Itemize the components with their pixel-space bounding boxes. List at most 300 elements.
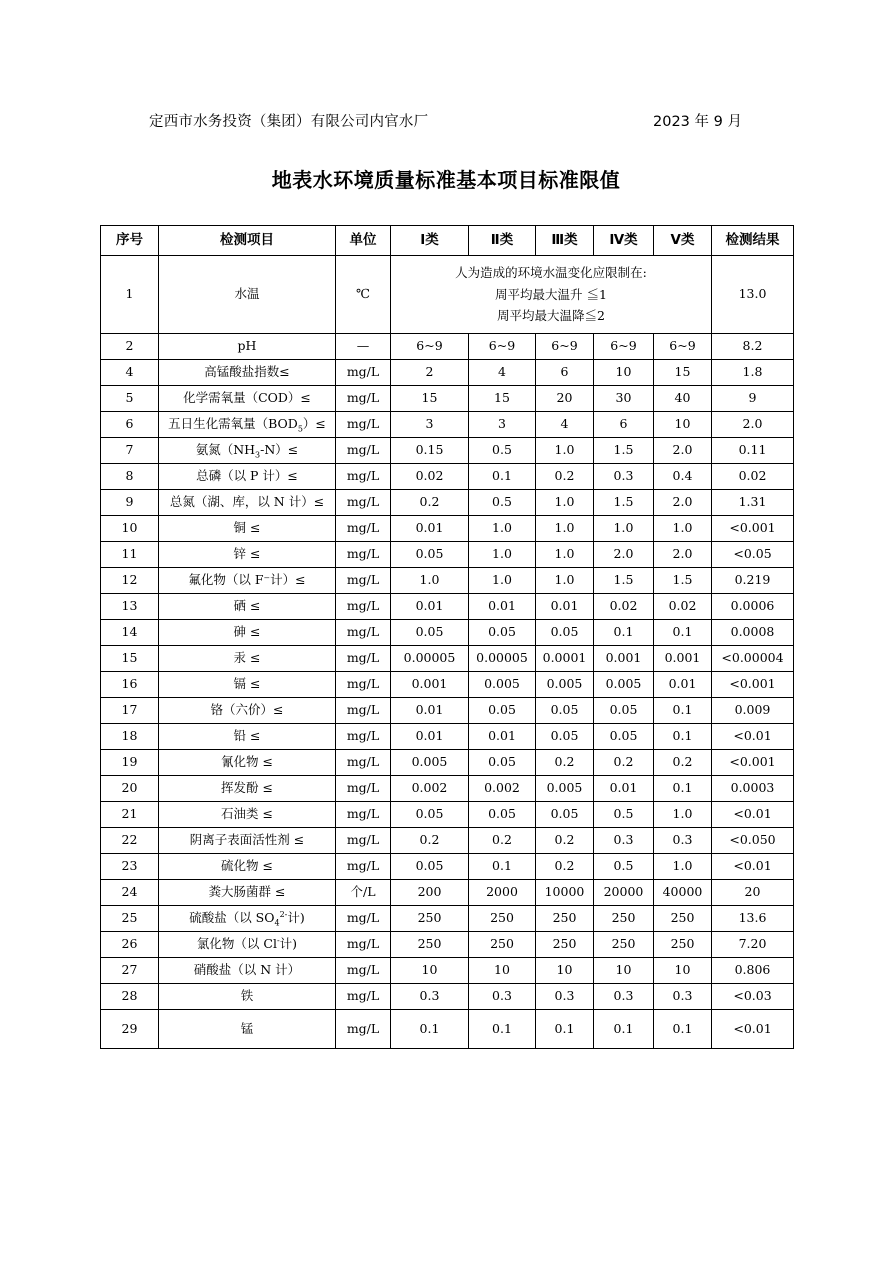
cell-class-1: 0.01 bbox=[391, 698, 469, 724]
cell-item bbox=[159, 932, 336, 958]
cell-class-5: 2.0 bbox=[654, 542, 712, 568]
cell-item: 阴离子表面活性剂 ≤ bbox=[159, 828, 336, 854]
cell-no: 17 bbox=[101, 698, 159, 724]
cell-result: <0.00004 bbox=[712, 646, 794, 672]
cell-class-5: 0.1 bbox=[654, 1010, 712, 1049]
cell-class-5: 0.01 bbox=[654, 672, 712, 698]
cell-item: 水温 bbox=[159, 256, 336, 334]
table-row bbox=[101, 880, 794, 906]
cell-item: 锰 bbox=[159, 1010, 336, 1049]
cell-class-3: 1.0 bbox=[536, 516, 594, 542]
cell-class-4: 0.1 bbox=[594, 1010, 654, 1049]
cell-item bbox=[159, 412, 336, 438]
cell-unit: mg/L bbox=[336, 464, 391, 490]
note-line: 周平均最大温升 ≦1 bbox=[495, 286, 607, 302]
table-row bbox=[101, 490, 794, 516]
cell-class-4: 1.0 bbox=[594, 516, 654, 542]
cell-class-2: 2000 bbox=[469, 880, 536, 906]
header-no: 序号 bbox=[101, 226, 159, 256]
cell-no: 22 bbox=[101, 828, 159, 854]
cell-class-3: 0.05 bbox=[536, 724, 594, 750]
cell-unit: mg/L bbox=[336, 594, 391, 620]
cell-unit: mg/L bbox=[336, 490, 391, 516]
cell-result: 1.8 bbox=[712, 360, 794, 386]
cell-class-2: 0.002 bbox=[469, 776, 536, 802]
cell-item: 粪大肠菌群 ≤ bbox=[159, 880, 336, 906]
cell-result: <0.01 bbox=[712, 854, 794, 880]
header-class-3: Ⅲ类 bbox=[536, 226, 594, 256]
cell-result: <0.001 bbox=[712, 672, 794, 698]
cell-class-5: 6~9 bbox=[654, 334, 712, 360]
cell-no: 15 bbox=[101, 646, 159, 672]
cell-class-5: 250 bbox=[654, 906, 712, 932]
cell-class-4: 30 bbox=[594, 386, 654, 412]
cell-class-1: 0.01 bbox=[391, 724, 469, 750]
cell-item: 铬（六价）≤ bbox=[159, 698, 336, 724]
cell-no: 10 bbox=[101, 516, 159, 542]
note-line: 周平均最大温降≦2 bbox=[497, 308, 605, 324]
table-row bbox=[101, 672, 794, 698]
cell-no: 24 bbox=[101, 880, 159, 906]
cell-class-3: 0.1 bbox=[536, 1010, 594, 1049]
cell-class-2: 0.005 bbox=[469, 672, 536, 698]
cell-result: <0.01 bbox=[712, 724, 794, 750]
cell-class-2: 0.1 bbox=[469, 854, 536, 880]
cell-no: 26 bbox=[101, 932, 159, 958]
cell-class-1: 0.005 bbox=[391, 750, 469, 776]
cell-unit: mg/L bbox=[336, 646, 391, 672]
cell-class-2: 0.5 bbox=[469, 438, 536, 464]
cell-class-2: 4 bbox=[469, 360, 536, 386]
cell-no: 27 bbox=[101, 958, 159, 984]
cell-class-5: 0.3 bbox=[654, 984, 712, 1010]
table-row bbox=[101, 412, 794, 438]
cell-class-1: 2 bbox=[391, 360, 469, 386]
cell-result: 2.0 bbox=[712, 412, 794, 438]
cell-no: 2 bbox=[101, 334, 159, 360]
cell-result: 13.0 bbox=[712, 256, 794, 334]
cell-item: 石油类 ≤ bbox=[159, 802, 336, 828]
cell-class-4: 0.01 bbox=[594, 776, 654, 802]
cell-class-2: 0.05 bbox=[469, 802, 536, 828]
cell-class-5: 10 bbox=[654, 412, 712, 438]
table-row bbox=[101, 958, 794, 984]
page-title: 地表水环境质量标准基本项目标准限值 bbox=[271, 168, 621, 192]
item-text: -N）≤ bbox=[260, 442, 299, 458]
cell-class-2: 0.05 bbox=[469, 620, 536, 646]
cell-class-1: 0.002 bbox=[391, 776, 469, 802]
cell-class-3: 0.2 bbox=[536, 828, 594, 854]
cell-result: 0.0006 bbox=[712, 594, 794, 620]
cell-class-4: 10 bbox=[594, 958, 654, 984]
header-result: 检测结果 bbox=[712, 226, 794, 256]
cell-class-4: 0.5 bbox=[594, 802, 654, 828]
cell-class-5: 10 bbox=[654, 958, 712, 984]
cell-class-1: 0.2 bbox=[391, 828, 469, 854]
cell-unit: mg/L bbox=[336, 672, 391, 698]
cell-class-1: 0.001 bbox=[391, 672, 469, 698]
cell-class-1: 0.2 bbox=[391, 490, 469, 516]
cell-result: 1.31 bbox=[712, 490, 794, 516]
cell-class-4: 0.3 bbox=[594, 984, 654, 1010]
cell-class-2: 1.0 bbox=[469, 542, 536, 568]
cell-class-5: 0.2 bbox=[654, 750, 712, 776]
cell-class-2: 1.0 bbox=[469, 568, 536, 594]
report-date: 2023 年 9 月 bbox=[653, 114, 742, 130]
cell-no: 29 bbox=[101, 1010, 159, 1049]
cell-class-2: 15 bbox=[469, 386, 536, 412]
item-text: 氯化物（以 Cl bbox=[196, 936, 277, 952]
organization-name: 定西市水务投资（集团）有限公司内官水厂 bbox=[149, 114, 429, 130]
cell-class-3: 1.0 bbox=[536, 542, 594, 568]
cell-no: 7 bbox=[101, 438, 159, 464]
cell-no: 19 bbox=[101, 750, 159, 776]
cell-result: <0.05 bbox=[712, 542, 794, 568]
cell-item: 总氮（湖、库，以 N 计）≤ bbox=[159, 490, 336, 516]
cell-class-1: 3 bbox=[391, 412, 469, 438]
cell-class-4: 0.1 bbox=[594, 620, 654, 646]
cell-class-2: 250 bbox=[469, 906, 536, 932]
cell-result: 0.11 bbox=[712, 438, 794, 464]
cell-class-5: 1.0 bbox=[654, 516, 712, 542]
cell-class-5: 0.4 bbox=[654, 464, 712, 490]
cell-class-2: 3 bbox=[469, 412, 536, 438]
cell-no: 6 bbox=[101, 412, 159, 438]
cell-class-5: 2.0 bbox=[654, 490, 712, 516]
table-row bbox=[101, 386, 794, 412]
cell-no: 11 bbox=[101, 542, 159, 568]
cell-item: 总磷（以 P 计）≤ bbox=[159, 464, 336, 490]
table-row bbox=[101, 854, 794, 880]
cell-class-3: 10000 bbox=[536, 880, 594, 906]
cell-class-3: 20 bbox=[536, 386, 594, 412]
cell-unit: ℃ bbox=[336, 256, 391, 334]
cell-class-4: 6~9 bbox=[594, 334, 654, 360]
cell-class-5: 0.1 bbox=[654, 724, 712, 750]
cell-class-4: 1.5 bbox=[594, 490, 654, 516]
cell-result: 0.0008 bbox=[712, 620, 794, 646]
cell-class-2: 0.01 bbox=[469, 594, 536, 620]
superscript: 2- bbox=[279, 909, 288, 919]
cell-class-1: 0.00005 bbox=[391, 646, 469, 672]
subscript: 3 bbox=[255, 450, 261, 460]
table-row bbox=[101, 1010, 794, 1049]
cell-class-3: 0.2 bbox=[536, 854, 594, 880]
header-class-5: Ⅴ类 bbox=[654, 226, 712, 256]
cell-no: 25 bbox=[101, 906, 159, 932]
cell-class-1: 1.0 bbox=[391, 568, 469, 594]
cell-no: 9 bbox=[101, 490, 159, 516]
cell-class-4: 0.2 bbox=[594, 750, 654, 776]
cell-class-5: 40000 bbox=[654, 880, 712, 906]
cell-class-2: 0.00005 bbox=[469, 646, 536, 672]
cell-class-5: 40 bbox=[654, 386, 712, 412]
cell-class-3: 0.05 bbox=[536, 620, 594, 646]
cell-class-2: 0.3 bbox=[469, 984, 536, 1010]
cell-class-2: 0.05 bbox=[469, 698, 536, 724]
cell-result: 0.0003 bbox=[712, 776, 794, 802]
cell-item: 硫化物 ≤ bbox=[159, 854, 336, 880]
cell-class-3: 1.0 bbox=[536, 438, 594, 464]
cell-class-2: 0.2 bbox=[469, 828, 536, 854]
cell-class-4: 0.5 bbox=[594, 854, 654, 880]
standard-limits-table bbox=[100, 225, 794, 1049]
superscript: - bbox=[276, 935, 280, 945]
item-text: 计) bbox=[279, 936, 298, 952]
cell-class-2: 0.05 bbox=[469, 750, 536, 776]
cell-class-5: 0.3 bbox=[654, 828, 712, 854]
cell-result: <0.001 bbox=[712, 750, 794, 776]
cell-unit: mg/L bbox=[336, 516, 391, 542]
cell-result: 0.219 bbox=[712, 568, 794, 594]
header-class-1: Ⅰ类 bbox=[391, 226, 469, 256]
cell-unit: mg/L bbox=[336, 828, 391, 854]
subscript: 4 bbox=[274, 918, 280, 928]
cell-result: 0.806 bbox=[712, 958, 794, 984]
cell-unit: mg/L bbox=[336, 1010, 391, 1049]
cell-class-3: 250 bbox=[536, 906, 594, 932]
cell-no: 28 bbox=[101, 984, 159, 1010]
cell-unit: mg/L bbox=[336, 568, 391, 594]
cell-unit: mg/L bbox=[336, 958, 391, 984]
table-row bbox=[101, 594, 794, 620]
item-text: 五日生化需氧量（BOD bbox=[168, 416, 298, 432]
cell-no: 4 bbox=[101, 360, 159, 386]
cell-class-3: 6 bbox=[536, 360, 594, 386]
item-text: 硫酸盐（以 SO bbox=[189, 910, 275, 926]
table-row bbox=[101, 620, 794, 646]
cell-no: 13 bbox=[101, 594, 159, 620]
cell-class-4: 2.0 bbox=[594, 542, 654, 568]
item-text: 氨氮（NH bbox=[195, 442, 256, 458]
cell-no: 18 bbox=[101, 724, 159, 750]
cell-item bbox=[159, 438, 336, 464]
cell-no: 16 bbox=[101, 672, 159, 698]
table-row bbox=[101, 984, 794, 1010]
cell-class-4: 0.3 bbox=[594, 464, 654, 490]
cell-unit: mg/L bbox=[336, 776, 391, 802]
cell-class-3: 1.0 bbox=[536, 490, 594, 516]
cell-class-4: 10 bbox=[594, 360, 654, 386]
cell-unit: mg/L bbox=[336, 620, 391, 646]
cell-class-4: 1.5 bbox=[594, 568, 654, 594]
table-row bbox=[101, 334, 794, 360]
table-row bbox=[101, 438, 794, 464]
cell-unit: mg/L bbox=[336, 542, 391, 568]
cell-class-4: 0.001 bbox=[594, 646, 654, 672]
cell-class-2: 6~9 bbox=[469, 334, 536, 360]
cell-unit: mg/L bbox=[336, 750, 391, 776]
cell-item: 氟化物（以 F⁻计）≤ bbox=[159, 568, 336, 594]
cell-unit: — bbox=[336, 334, 391, 360]
cell-unit: mg/L bbox=[336, 698, 391, 724]
cell-class-3: 4 bbox=[536, 412, 594, 438]
cell-unit: mg/L bbox=[336, 802, 391, 828]
header-item: 检测项目 bbox=[159, 226, 336, 256]
cell-item: 铅 ≤ bbox=[159, 724, 336, 750]
cell-result: 0.02 bbox=[712, 464, 794, 490]
cell-class-5: 250 bbox=[654, 932, 712, 958]
cell-class-5: 0.1 bbox=[654, 698, 712, 724]
cell-class-4: 20000 bbox=[594, 880, 654, 906]
cell-class-2: 0.1 bbox=[469, 464, 536, 490]
subscript: 5 bbox=[297, 424, 303, 434]
cell-class-2: 250 bbox=[469, 932, 536, 958]
cell-no: 8 bbox=[101, 464, 159, 490]
cell-class-1: 200 bbox=[391, 880, 469, 906]
header-class-4: Ⅳ类 bbox=[594, 226, 654, 256]
cell-item: 化学需氧量（COD）≤ bbox=[159, 386, 336, 412]
cell-class-2: 0.5 bbox=[469, 490, 536, 516]
cell-class-1: 250 bbox=[391, 906, 469, 932]
cell-result: 9 bbox=[712, 386, 794, 412]
cell-class-3: 0.2 bbox=[536, 464, 594, 490]
cell-unit: mg/L bbox=[336, 984, 391, 1010]
cell-result: <0.001 bbox=[712, 516, 794, 542]
table-row bbox=[101, 802, 794, 828]
cell-item: 砷 ≤ bbox=[159, 620, 336, 646]
table-row bbox=[101, 516, 794, 542]
cell-class-1: 0.05 bbox=[391, 542, 469, 568]
table-row bbox=[101, 542, 794, 568]
cell-result: <0.050 bbox=[712, 828, 794, 854]
table-header-row bbox=[101, 226, 794, 256]
cell-unit: mg/L bbox=[336, 360, 391, 386]
cell-unit: mg/L bbox=[336, 906, 391, 932]
cell-class-3: 0.005 bbox=[536, 672, 594, 698]
cell-result: 20 bbox=[712, 880, 794, 906]
cell-class-1: 250 bbox=[391, 932, 469, 958]
cell-class-3: 0.05 bbox=[536, 802, 594, 828]
cell-class-4: 0.005 bbox=[594, 672, 654, 698]
cell-item: 镉 ≤ bbox=[159, 672, 336, 698]
cell-class-1: 0.05 bbox=[391, 854, 469, 880]
cell-class-1: 0.01 bbox=[391, 594, 469, 620]
cell-class-3: 0.0001 bbox=[536, 646, 594, 672]
cell-class-4: 6 bbox=[594, 412, 654, 438]
cell-class-1: 0.02 bbox=[391, 464, 469, 490]
cell-class-4: 250 bbox=[594, 932, 654, 958]
cell-class-1: 0.05 bbox=[391, 620, 469, 646]
cell-class-1: 0.01 bbox=[391, 516, 469, 542]
table-row bbox=[101, 932, 794, 958]
cell-class-4: 1.5 bbox=[594, 438, 654, 464]
cell-class-4: 0.05 bbox=[594, 698, 654, 724]
cell-class-5: 1.0 bbox=[654, 802, 712, 828]
cell-class-3: 0.2 bbox=[536, 750, 594, 776]
cell-class-2: 1.0 bbox=[469, 516, 536, 542]
cell-unit: mg/L bbox=[336, 932, 391, 958]
cell-item: 铁 bbox=[159, 984, 336, 1010]
table-row bbox=[101, 360, 794, 386]
table-row bbox=[101, 464, 794, 490]
item-text: 计) bbox=[287, 910, 305, 926]
cell-class-5: 0.02 bbox=[654, 594, 712, 620]
cell-class-3: 0.01 bbox=[536, 594, 594, 620]
cell-no: 5 bbox=[101, 386, 159, 412]
cell-class-3: 1.0 bbox=[536, 568, 594, 594]
cell-class-4: 0.3 bbox=[594, 828, 654, 854]
cell-class-1: 0.05 bbox=[391, 802, 469, 828]
cell-no: 21 bbox=[101, 802, 159, 828]
cell-class-1: 6~9 bbox=[391, 334, 469, 360]
table-row bbox=[101, 776, 794, 802]
cell-class-1: 0.3 bbox=[391, 984, 469, 1010]
cell-class-3: 0.05 bbox=[536, 698, 594, 724]
cell-no: 23 bbox=[101, 854, 159, 880]
header-unit: 单位 bbox=[336, 226, 391, 256]
cell-item bbox=[159, 906, 336, 932]
cell-unit: 个/L bbox=[336, 880, 391, 906]
cell-item: 高锰酸盐指数≤ bbox=[159, 360, 336, 386]
cell-class-3: 250 bbox=[536, 932, 594, 958]
cell-result: <0.03 bbox=[712, 984, 794, 1010]
cell-no: 14 bbox=[101, 620, 159, 646]
cell-result: 7.20 bbox=[712, 932, 794, 958]
cell-class-2: 10 bbox=[469, 958, 536, 984]
cell-class-5: 0.1 bbox=[654, 776, 712, 802]
cell-item: 汞 ≤ bbox=[159, 646, 336, 672]
cell-class-4: 0.05 bbox=[594, 724, 654, 750]
cell-class-1: 15 bbox=[391, 386, 469, 412]
table-row bbox=[101, 750, 794, 776]
cell-unit: mg/L bbox=[336, 438, 391, 464]
table-row bbox=[101, 698, 794, 724]
cell-class-1: 0.1 bbox=[391, 1010, 469, 1049]
table-row bbox=[101, 256, 794, 334]
cell-item: 锌 ≤ bbox=[159, 542, 336, 568]
cell-class-5: 2.0 bbox=[654, 438, 712, 464]
table-row bbox=[101, 828, 794, 854]
cell-item: 铜 ≤ bbox=[159, 516, 336, 542]
cell-item: 硒 ≤ bbox=[159, 594, 336, 620]
cell-class-3: 10 bbox=[536, 958, 594, 984]
cell-class-1: 0.15 bbox=[391, 438, 469, 464]
cell-class-3: 0.005 bbox=[536, 776, 594, 802]
table-row bbox=[101, 906, 794, 932]
cell-class-5: 1.0 bbox=[654, 854, 712, 880]
cell-no: 1 bbox=[101, 256, 159, 334]
cell-no: 20 bbox=[101, 776, 159, 802]
cell-class-3: 0.3 bbox=[536, 984, 594, 1010]
table-row bbox=[101, 568, 794, 594]
cell-item: 硝酸盐（以 N 计） bbox=[159, 958, 336, 984]
cell-item: pH bbox=[159, 334, 336, 360]
cell-item: 挥发酚 ≤ bbox=[159, 776, 336, 802]
cell-class-2: 0.01 bbox=[469, 724, 536, 750]
table-row bbox=[101, 646, 794, 672]
header-class-2: Ⅱ类 bbox=[469, 226, 536, 256]
cell-unit: mg/L bbox=[336, 386, 391, 412]
cell-class-5: 0.001 bbox=[654, 646, 712, 672]
cell-unit: mg/L bbox=[336, 724, 391, 750]
cell-result: 13.6 bbox=[712, 906, 794, 932]
cell-result: 0.009 bbox=[712, 698, 794, 724]
cell-no: 12 bbox=[101, 568, 159, 594]
cell-class-5: 1.5 bbox=[654, 568, 712, 594]
cell-class-5: 0.1 bbox=[654, 620, 712, 646]
note-line: 人为造成的环境水温变化应限制在: bbox=[455, 264, 647, 280]
cell-class-4: 250 bbox=[594, 906, 654, 932]
item-text: ）≤ bbox=[302, 416, 326, 432]
cell-result: <0.01 bbox=[712, 1010, 794, 1049]
water-temperature-note bbox=[391, 256, 712, 334]
cell-class-2: 0.1 bbox=[469, 1010, 536, 1049]
cell-class-3: 6~9 bbox=[536, 334, 594, 360]
cell-result: 8.2 bbox=[712, 334, 794, 360]
cell-unit: mg/L bbox=[336, 412, 391, 438]
cell-class-1: 10 bbox=[391, 958, 469, 984]
